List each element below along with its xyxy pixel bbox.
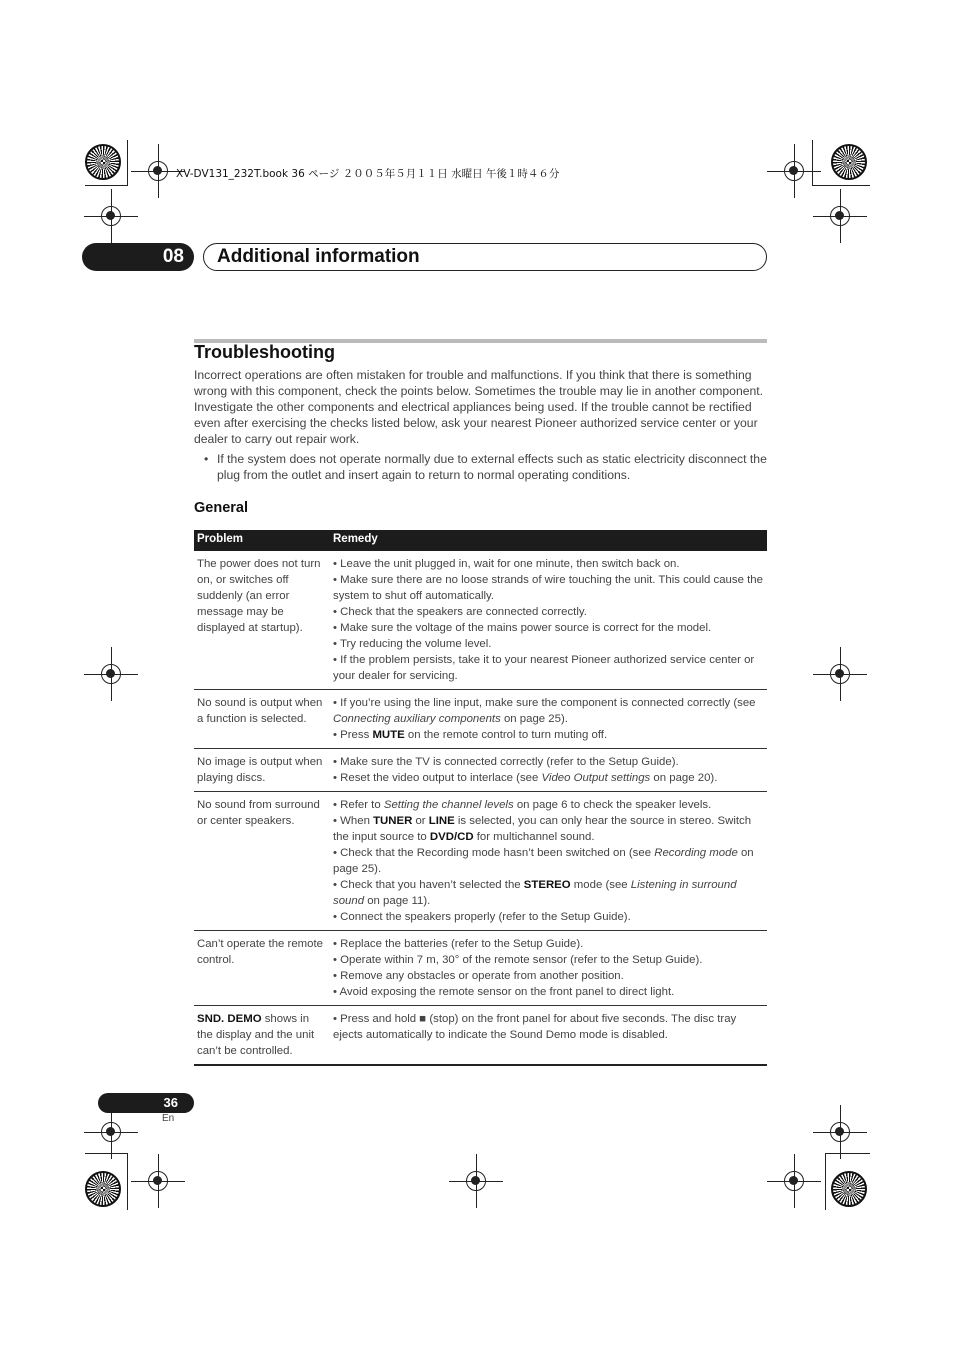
bullet-dot: • — [204, 452, 209, 466]
page-reference: Connecting auxiliary components — [333, 713, 501, 725]
text: • Check that the Recording mode hasn’t been switched on (see — [333, 847, 655, 859]
remedy-item — [333, 813, 764, 845]
remedy-item: • Operate within 7 m, 30° of the remote sensor (refer to the Setup Guide). — [333, 954, 703, 966]
note-bullet — [204, 451, 767, 483]
remedy-item: • Connect the speakers properly (refer to the Setup Guide). — [333, 911, 631, 923]
problem-cell — [194, 1006, 330, 1066]
language-code: En — [162, 1113, 175, 1124]
crop-starburst-top-right — [831, 144, 867, 180]
registration-mark — [784, 1171, 804, 1191]
crop-line — [812, 185, 870, 186]
key-label: LINE — [428, 815, 455, 827]
registration-mark — [830, 1122, 850, 1142]
troubleshooting-table — [194, 530, 767, 1066]
text: • Refer to — [333, 799, 384, 811]
intro-paragraph: Incorrect operations are often mistaken for trouble and malfunctions. If you think that there is something wrong with this component, check the points below. Sometimes the trouble may lie in another component. Investigate the other components and electrical appliances being used. If the trouble cannot be rectified even after exercising the checks listed below, ask your nearest Pioneer authorized service center or your dealer to carry out repair work. — [194, 368, 764, 446]
column-header-problem: Problem — [194, 530, 330, 551]
text: shows in the display and the unit can’t be controlled. — [197, 1013, 315, 1057]
crop-starburst-bottom-right — [831, 1171, 867, 1207]
registration-mark — [466, 1171, 486, 1191]
remedy-cell — [330, 749, 767, 792]
remedy-item — [333, 770, 764, 786]
problem-cell: Can’t operate the remote control. — [194, 931, 330, 1006]
text: on page 25). — [500, 713, 568, 725]
remedy-item: • Make sure there are no loose strands of wire touching the unit. This could cause the system to shut off automatically. — [333, 574, 763, 602]
column-header-remedy: Remedy — [330, 530, 767, 551]
page-reference: Recording mode — [654, 847, 738, 859]
registration-mark — [101, 664, 121, 684]
book-meta-line: XV-DV131_232T.book 36 ページ ２００５年５月１１日 水曜日 午後１時４６分 — [176, 168, 560, 180]
remedy-item: • Press and hold ■ (stop) on the front panel for about five seconds. The disc tray ejects automatically to indicate the Sound Demo mode is disabled. — [333, 1013, 737, 1041]
remedy-item: • Check that the speakers are connected correctly. — [333, 606, 587, 618]
remedy-item: • If the problem persists, take it to your nearest Pioneer authorized service center or your dealer for servicing. — [333, 654, 755, 682]
remedy-item: • Try reducing the volume level. — [333, 638, 492, 650]
registration-mark — [830, 664, 850, 684]
text: on page 25). — [333, 847, 754, 875]
crop-line — [127, 1153, 128, 1210]
remedy-cell — [330, 690, 767, 749]
problem-cell: No sound is output when a function is selected. — [194, 690, 330, 749]
page-number: 36 — [163, 1095, 178, 1110]
registration-mark — [101, 1122, 121, 1142]
table-row — [194, 931, 767, 1006]
text: • If you’re using the line input, make sure the component is connected correctly (see — [333, 697, 756, 709]
problem-cell: No sound from surround or center speakers. — [194, 792, 330, 931]
text: is selected, you can only hear the source in stereo. Switch the input source to — [333, 815, 752, 843]
chapter-number: 08 — [162, 246, 184, 267]
registration-mark — [148, 161, 168, 181]
remedy-cell — [330, 1006, 767, 1066]
text: • When — [333, 815, 374, 827]
crop-line — [85, 185, 128, 186]
problem-cell: The power does not turn on, or switches off suddenly (an error message may be displayed at startup). — [194, 551, 330, 690]
crop-line — [127, 140, 128, 185]
text: or — [412, 815, 429, 827]
table-row — [194, 690, 767, 749]
page-number-pill — [98, 1093, 194, 1113]
crop-starburst-top-left — [85, 144, 121, 180]
registration-mark — [101, 206, 121, 226]
text: for multichannel sound. — [473, 831, 595, 843]
remedy-item — [333, 877, 764, 909]
table-row — [194, 551, 767, 690]
remedy-item: • Make sure the TV is connected correctly (refer to the Setup Guide). — [333, 756, 679, 768]
key-label: TUNER — [373, 815, 413, 827]
text: • Check that you haven’t selected the — [333, 879, 524, 891]
table-row — [194, 749, 767, 792]
registration-mark — [148, 1171, 168, 1191]
text: mode (see — [570, 879, 631, 891]
table-header-row — [194, 530, 767, 551]
remedy-item — [333, 695, 764, 727]
page-reference: Setting the channel levels — [383, 799, 514, 811]
text: on page 6 to check the speaker levels. — [513, 799, 712, 811]
chapter-title-bar — [203, 243, 767, 271]
note-bullet-text: If the system does not operate normally due to external effects such as static electricity disconnect the plug from the outlet and insert again to return to normal operating conditions. — [217, 452, 767, 482]
text: on page 11). — [364, 895, 431, 907]
text: on the remote control to turn muting off. — [404, 729, 608, 741]
display-text: SND. DEMO — [197, 1013, 262, 1025]
page-reference: Video Output settings — [541, 772, 651, 784]
text: on page 20). — [650, 772, 718, 784]
key-label: MUTE — [372, 729, 405, 741]
remedy-item — [333, 845, 764, 877]
remedy-item: • Make sure the voltage of the mains power source is correct for the model. — [333, 622, 712, 634]
remedy-cell — [330, 931, 767, 1006]
remedy-item — [333, 727, 764, 743]
crop-line — [825, 1153, 826, 1210]
remedy-item: • Remove any obstacles or operate from another position. — [333, 970, 624, 982]
section-title: Troubleshooting — [194, 342, 335, 362]
text: • Reset the video output to interlace (see — [333, 772, 542, 784]
remedy-cell — [330, 792, 767, 931]
key-label: DVD/CD — [429, 831, 474, 843]
remedy-item: • Replace the batteries (refer to the Setup Guide). — [333, 938, 584, 950]
text: • Press — [333, 729, 373, 741]
remedy-item: • Leave the unit plugged in, wait for one minute, then switch back on. — [333, 558, 680, 570]
crop-starburst-bottom-left — [85, 1171, 121, 1207]
remedy-cell — [330, 551, 767, 690]
remedy-item — [333, 797, 764, 813]
chapter-title: Additional information — [217, 246, 420, 267]
table-row — [194, 792, 767, 931]
crop-line — [825, 1153, 870, 1154]
registration-mark — [784, 161, 804, 181]
chapter-number-pill — [82, 243, 194, 271]
general-heading: General — [194, 500, 248, 516]
page-reference: Listening in surround sound — [333, 879, 737, 907]
crop-line — [85, 1153, 128, 1154]
table-row — [194, 1006, 767, 1066]
crop-line — [812, 140, 813, 185]
key-label: STEREO — [523, 879, 571, 891]
problem-cell: No image is output when playing discs. — [194, 749, 330, 792]
remedy-item: • Avoid exposing the remote sensor on the front panel to direct light. — [333, 986, 675, 998]
registration-mark — [830, 206, 850, 226]
